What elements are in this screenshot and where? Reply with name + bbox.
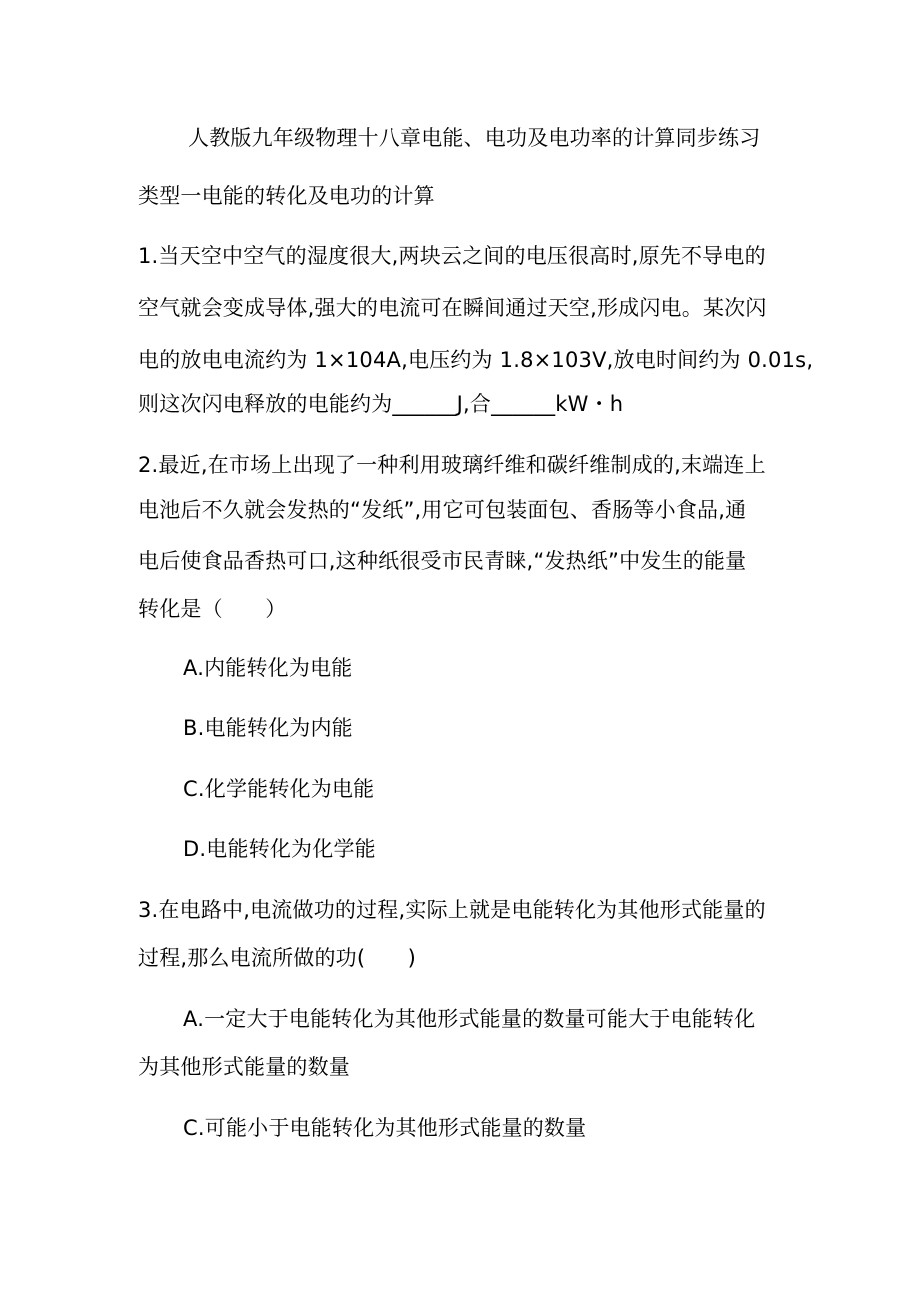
q2-line-2: 电池后不久就会发热的“发纸”,用它可包装面包、香肠等小食品,通 bbox=[138, 498, 747, 522]
q1-line-1: 1.当天空中空气的湿度很大,两块云之间的电压很高时,原先不导电的 bbox=[138, 244, 766, 268]
q1-line-4: 则这次闪电释放的电能约为______J,合______kW・h bbox=[138, 392, 624, 416]
q3-line-1: 3.在电路中,电流做功的过程,实际上就是电能转化为其他形式能量的 bbox=[138, 898, 766, 922]
q3-option-c: C.可能小于电能转化为其他形式能量的数量 bbox=[183, 1116, 587, 1140]
document-title: 人教版九年级物理十八章电能、电功及电功率的计算同步练习 bbox=[188, 126, 761, 150]
q3-line-2: 过程,那么电流所做的功( ) bbox=[138, 946, 417, 970]
q2-option-c: C.化学能转化为电能 bbox=[183, 777, 375, 801]
q1-line-2: 空气就会变成导体,强大的电流可在瞬间通过天空,形成闪电。某次闪 bbox=[138, 296, 767, 320]
q2-line-3: 电后使食品香热可口,这种纸很受市民青睐,“发热纸”中发生的能量 bbox=[138, 549, 747, 573]
q2-line-1: 2.最近,在市场上出现了一种利用玻璃纤维和碳纤维制成的,末端连上 bbox=[138, 453, 766, 477]
q2-line-4: 转化是（ ） bbox=[138, 597, 287, 621]
q3-option-a-line-1: A.一定大于电能转化为其他形式能量的数量可能大于电能转化 bbox=[183, 1007, 756, 1031]
q2-option-d: D.电能转化为化学能 bbox=[183, 837, 376, 861]
section-heading: 类型一电能的转化及电功的计算 bbox=[138, 184, 435, 208]
q2-option-a: A.内能转化为电能 bbox=[183, 656, 353, 680]
q2-option-b: B.电能转化为内能 bbox=[183, 716, 353, 740]
q1-line-3: 电的放电电流约为 1×104A,电压约为 1.8×103V,放电时间约为 0.01s, bbox=[138, 348, 814, 372]
q3-option-a-line-2: 为其他形式能量的数量 bbox=[138, 1055, 350, 1079]
